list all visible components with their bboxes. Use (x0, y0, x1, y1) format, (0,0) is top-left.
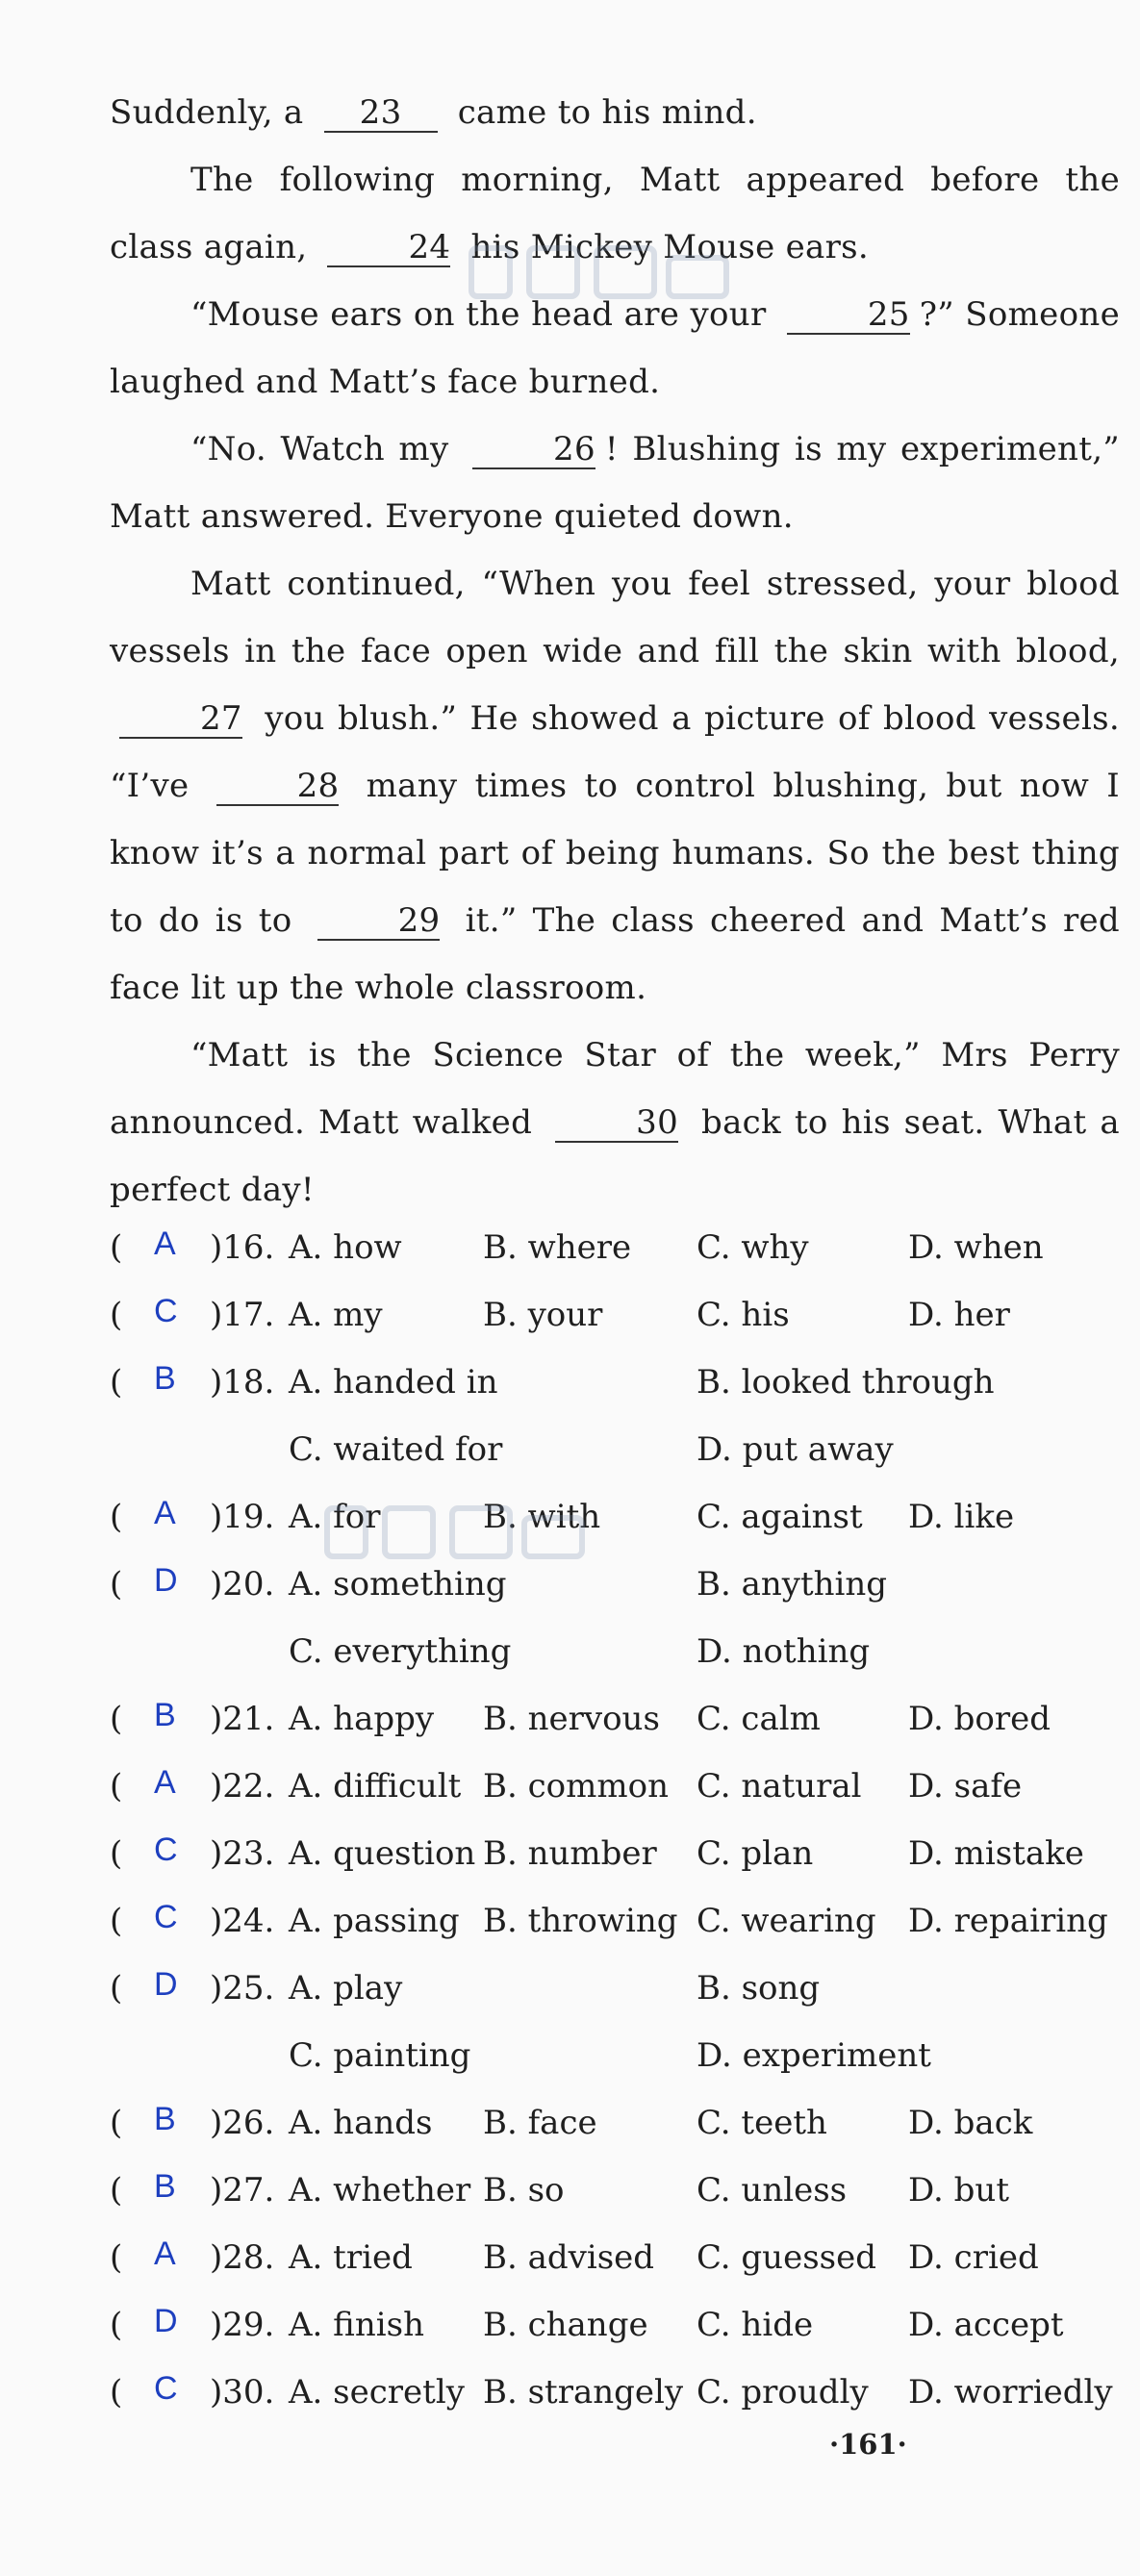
option-b: B. song (697, 1969, 821, 2008)
question-number: )25. (210, 1969, 275, 2008)
answer-paren: ( (110, 2373, 123, 2412)
option-a: A. question (289, 1834, 476, 1873)
answer-paren: ( (110, 1767, 123, 1806)
question-number: )28. (210, 2238, 275, 2277)
question-24 (110, 1887, 1129, 1955)
option-d: D. cried (908, 2238, 1039, 2277)
blank-27: 27 (119, 700, 242, 739)
option-b: B. number (483, 1834, 657, 1873)
question-number: )29. (210, 2306, 275, 2344)
answer-mark: A (154, 2235, 176, 2272)
option-c: C. natural (697, 1767, 862, 1806)
option-a: A. finish (289, 2306, 424, 2344)
option-a: A. difficult (289, 1767, 462, 1806)
option-b: B. face (483, 2104, 597, 2142)
answer-paren: ( (110, 1834, 123, 1873)
answer-paren: ( (110, 1228, 123, 1267)
option-c: C. everything (289, 1632, 512, 1671)
question-number: )24. (210, 1902, 275, 1940)
question-23 (110, 1820, 1129, 1887)
option-a: A. for (289, 1498, 381, 1536)
question-25 (110, 1955, 1129, 2022)
answer-paren: ( (110, 1700, 123, 1738)
answer-paren: ( (110, 1565, 123, 1604)
option-d: D. worriedly (908, 2373, 1113, 2412)
passage-text: many times to control blushing, but now I know it’s a normal part of being humans. So the best thing to do is to (110, 767, 1120, 940)
option-d: D. nothing (697, 1632, 871, 1671)
option-d: D. when (908, 1228, 1044, 1267)
option-a: A. passing (289, 1902, 460, 1940)
question-18 (110, 1349, 1129, 1416)
answer-mark: C (154, 2370, 178, 2407)
option-d: D. experiment (697, 2036, 931, 2075)
option-c: C. his (697, 1296, 790, 1334)
option-b: B. nervous (483, 1700, 660, 1738)
question-20 (110, 1551, 1129, 1618)
question-number: )30. (210, 2373, 275, 2412)
passage-paragraph (110, 416, 1120, 550)
question-number: )20. (210, 1565, 275, 1604)
option-b: B. with (483, 1498, 601, 1536)
passage-text: it.” The class cheered and Matt’s red face lit up the whole classroom. (110, 901, 1121, 1007)
passage-paragraph (110, 1022, 1120, 1224)
option-c: C. guessed (697, 2238, 876, 2277)
option-a: A. tried (289, 2238, 413, 2277)
question-29 (110, 2291, 1129, 2359)
blank-28: 28 (216, 768, 340, 806)
blank-23: 23 (324, 94, 438, 133)
question-18-line2 (110, 1416, 1129, 1483)
option-c: C. plan (697, 1834, 814, 1873)
passage-paragraph (110, 550, 1120, 1022)
watermark-icon (462, 229, 741, 316)
answer-mark: D (154, 2303, 178, 2339)
answer-mark: B (154, 2101, 176, 2137)
question-number: )16. (210, 1228, 275, 1267)
option-b: B. where (483, 1228, 632, 1267)
answer-mark: C (154, 1899, 178, 1935)
passage-text: “Mouse ears on the head are your (190, 295, 777, 334)
passage-text: ! Blushing is my experiment,” Matt answered. Everyone quieted down. (110, 430, 1120, 536)
question-number: )19. (210, 1498, 275, 1536)
option-d: D. her (908, 1296, 1010, 1334)
option-b: B. your (483, 1296, 603, 1334)
option-a: A. play (289, 1969, 403, 2008)
passage-text: ?” Someone laughed and Matt’s face burned. (110, 295, 1120, 401)
option-c: C. unless (697, 2171, 848, 2210)
passage-text: The following morning, Matt appeared before the class again, (110, 161, 1120, 266)
option-c: C. painting (289, 2036, 471, 2075)
option-d: D. but (908, 2171, 1009, 2210)
option-a: A. something (289, 1565, 507, 1604)
option-c: C. proudly (697, 2373, 869, 2412)
option-b: B. strangely (483, 2373, 684, 2412)
question-26 (110, 2089, 1129, 2157)
question-number: )26. (210, 2104, 275, 2142)
passage-text: back to his seat. What a perfect day! (110, 1103, 1120, 1209)
answer-paren: ( (110, 1498, 123, 1536)
option-c: C. teeth (697, 2104, 827, 2142)
option-a: A. whether (289, 2171, 471, 2210)
option-b: B. looked through (697, 1363, 995, 1402)
option-b: B. throwing (483, 1902, 678, 1940)
question-number: )23. (210, 1834, 275, 1873)
answer-paren: ( (110, 1969, 123, 2008)
option-b: B. change (483, 2306, 648, 2344)
question-number: )17. (210, 1296, 275, 1334)
watermark-icon (317, 1489, 596, 1576)
option-c: C. calm (697, 1700, 821, 1738)
option-a: A. my (289, 1296, 383, 1334)
question-number: )22. (210, 1767, 275, 1806)
option-a: A. handed in (289, 1363, 498, 1402)
option-d: D. mistake (908, 1834, 1084, 1873)
answer-paren: ( (110, 2306, 123, 2344)
option-c: C. wearing (697, 1902, 876, 1940)
question-28 (110, 2224, 1129, 2291)
option-d: D. like (908, 1498, 1015, 1536)
question-25-line2 (110, 2022, 1129, 2089)
answer-paren: ( (110, 2238, 123, 2277)
option-b: B. advised (483, 2238, 655, 2277)
answer-mark: A (154, 1764, 176, 1801)
blank-26: 26 (472, 431, 595, 469)
option-b: B. so (483, 2171, 565, 2210)
answer-mark: B (154, 1697, 176, 1733)
option-d: D. accept (908, 2306, 1064, 2344)
option-d: D. repairing (908, 1902, 1108, 1940)
blank-25: 25 (787, 296, 910, 335)
option-c: C. against (697, 1498, 863, 1536)
question-17 (110, 1281, 1129, 1349)
passage-text: Suddenly, a (110, 93, 315, 132)
answer-mark: D (154, 1562, 178, 1599)
passage-text: came to his mind. (446, 93, 757, 132)
answer-paren: ( (110, 1363, 123, 1402)
answer-mark: B (154, 1360, 176, 1397)
question-20-line2 (110, 1618, 1129, 1685)
question-number: )21. (210, 1700, 275, 1738)
question-22 (110, 1753, 1129, 1820)
answer-mark: C (154, 1831, 178, 1868)
passage-text: you blush.” He showed a picture of blood vessels. “I’ve (110, 699, 1120, 805)
question-19 (110, 1483, 1129, 1551)
option-a: A. secretly (289, 2373, 465, 2412)
question-number: )18. (210, 1363, 275, 1402)
passage-text: his Mickey Mouse ears. (460, 228, 870, 266)
answer-mark: A (154, 1495, 176, 1531)
question-30 (110, 2359, 1129, 2426)
question-number: )27. (210, 2171, 275, 2210)
option-a: A. happy (289, 1700, 435, 1738)
answer-paren: ( (110, 2104, 123, 2142)
answer-paren: ( (110, 1296, 123, 1334)
option-d: D. safe (908, 1767, 1023, 1806)
passage-text: “No. Watch my (190, 430, 464, 468)
question-27 (110, 2157, 1129, 2224)
question-21 (110, 1685, 1129, 1753)
option-c: C. waited for (289, 1430, 503, 1469)
passage-text: Matt continued, “When you feel stressed, your blood vessels in the face open wide and fill the skin with blood, (110, 565, 1120, 670)
option-d: D. back (908, 2104, 1033, 2142)
option-a: A. hands (289, 2104, 433, 2142)
option-b: B. anything (697, 1565, 888, 1604)
blank-30: 30 (555, 1104, 678, 1143)
passage-paragraph (110, 79, 1120, 146)
blank-24: 24 (327, 229, 450, 267)
option-d: D. put away (697, 1430, 894, 1469)
option-c: C. why (697, 1228, 809, 1267)
option-c: C. hide (697, 2306, 814, 2344)
option-a: A. how (289, 1228, 402, 1267)
answer-paren: ( (110, 2171, 123, 2210)
question-16 (110, 1214, 1129, 1281)
answer-mark: B (154, 2168, 176, 2205)
answer-mark: A (154, 1225, 176, 1262)
answer-paren: ( (110, 1902, 123, 1940)
page-number: ·161· (829, 2428, 907, 2461)
answer-mark: D (154, 1966, 178, 2003)
blank-29: 29 (317, 902, 441, 941)
passage-text: “Matt is the Science Star of the week,” Mrs Perry announced. Matt walked (110, 1036, 1120, 1142)
option-b: B. common (483, 1767, 669, 1806)
answer-mark: C (154, 1293, 178, 1329)
option-d: D. bored (908, 1700, 1051, 1738)
